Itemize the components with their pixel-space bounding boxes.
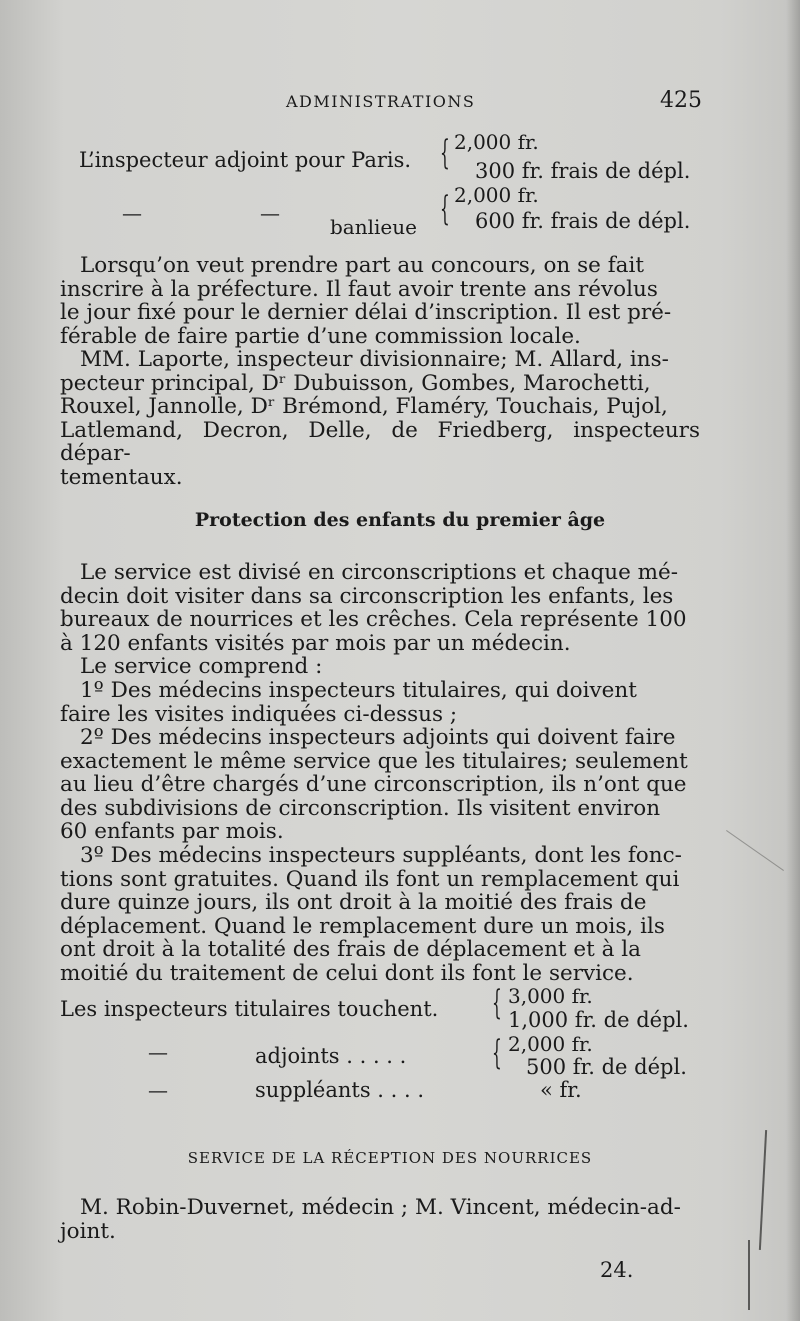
- text-line: dure quinze jours, ils ont droit à la moitié des frais de: [60, 890, 647, 916]
- text-line: Latlemand, Decron, Delle, de Friedberg, inspecteurs dépar-: [60, 417, 700, 467]
- text-line: pecteur principal, Dʳ Dubuisson, Gombes, Marochetti,: [60, 370, 651, 396]
- text-line: tementaux.: [60, 464, 183, 490]
- paragraph-titulaires: [60, 679, 700, 726]
- salary-amount: 2,000 fr.: [454, 130, 539, 154]
- salary-label: banlieue: [330, 215, 417, 239]
- text-line: faire les visites indiquées ci-dessus ;: [60, 701, 458, 727]
- salary-label: suppléants . . . .: [255, 1078, 424, 1102]
- paragraph-adjoints: [60, 726, 700, 844]
- text-line: Lorsqu’on veut prendre part au concours, on se fait: [80, 253, 644, 278]
- brace-symbol: {: [440, 189, 450, 229]
- text-line: decin doit visiter dans sa circonscription les enfants, les: [60, 583, 674, 609]
- text-line: Le service comprend :: [80, 654, 323, 679]
- paragraph-inspectors: [60, 348, 700, 490]
- salary-amount: 1,000 fr. de dépl.: [508, 1008, 689, 1032]
- text-line: Le service est divisé en circonscriptions et chaque mé-: [80, 560, 679, 585]
- text-line: Rouxel, Jannolle, Dʳ Brémond, Flaméry, Touchais, Pujol,: [60, 394, 668, 420]
- salary-label: Les inspecteurs titulaires touchent.: [60, 997, 439, 1021]
- brace-symbol: {: [492, 1033, 502, 1073]
- brace-symbol: {: [440, 133, 450, 173]
- signature-mark: 24.: [600, 1258, 634, 1282]
- text-line: bureaux de nourrices et les crêches. Cela représente 100: [60, 607, 687, 633]
- paragraph-registration: [60, 254, 700, 348]
- text-line: 1º Des médecins inspecteurs titulaires, qui doivent: [80, 678, 637, 703]
- salary-amount: 300 fr. frais de dépl.: [475, 159, 691, 183]
- text-line: M. Robin-Duvernet, médecin ; M. Vincent, médecin-ad-: [80, 1195, 681, 1220]
- scan-scratch: [726, 830, 784, 871]
- ditto-dash: —: [148, 1040, 168, 1064]
- text-line: 2º Des médecins inspecteurs adjoints qui doivent faire: [80, 725, 676, 750]
- text-line: MM. Laporte, inspecteur divisionnaire; M. Allard, ins-: [80, 347, 669, 372]
- text-line: férable de faire partie d’une commission locale.: [60, 323, 581, 349]
- salary-amount: 3,000 fr.: [508, 984, 593, 1008]
- salary-amount: 500 fr. de dépl.: [526, 1055, 687, 1079]
- text-line: 60 enfants par mois.: [60, 819, 284, 845]
- paragraph-comprises: [60, 655, 700, 679]
- text-line: joint.: [60, 1218, 116, 1244]
- text-line: exactement le même service que les titulaires; seulement: [60, 748, 688, 774]
- text-line: moitié du traitement de celui dont ils font le service.: [60, 960, 634, 986]
- ditto-dash: —: [260, 201, 280, 225]
- page-edge-shadow: [786, 0, 800, 1321]
- text-line: déplacement. Quand le remplacement dure un mois, ils: [60, 913, 665, 939]
- section-title: Protection des enfants du premier âge: [194, 509, 606, 531]
- text-line: le jour fixé pour le dernier délai d’inscription. Il est pré-: [60, 300, 672, 326]
- subsection-title: SERVICE DE LA RÉCEPTION DES NOURRICES: [187, 1149, 593, 1167]
- text-line: 3º Des médecins inspecteurs suppléants, dont les fonc-: [80, 843, 682, 868]
- ditto-dash: —: [148, 1078, 168, 1102]
- text-line: inscrire à la préfecture. Il faut avoir trente ans révolus: [60, 276, 658, 302]
- scan-scratch: [748, 1240, 750, 1310]
- paragraph-reception: [60, 1196, 700, 1243]
- text-line: des subdivisions de circonscription. Ils visitent environ: [60, 795, 661, 821]
- paragraph-suppleants: [60, 844, 700, 986]
- text-line: ont droit à la totalité des frais de déplacement et à la: [60, 937, 641, 963]
- salary-amount: 600 fr. frais de dépl.: [475, 209, 691, 233]
- brace-symbol: {: [492, 983, 502, 1023]
- text-line: tions sont gratuites. Quand ils font un remplacement qui: [60, 866, 680, 892]
- ditto-dash: —: [122, 201, 142, 225]
- running-header: ADMINISTRATIONS: [286, 92, 476, 111]
- salary-amount: 2,000 fr.: [454, 183, 539, 207]
- text-line: au lieu d’être chargés d’une circonscription, ils n’ont que: [60, 772, 687, 798]
- text-line: à 120 enfants visités par mois par un médecin.: [60, 630, 571, 656]
- salary-amount: 2,000 fr.: [508, 1032, 593, 1056]
- page-number: 425: [660, 88, 702, 113]
- salary-label: adjoints . . . . .: [255, 1044, 407, 1068]
- paragraph-service: [60, 561, 700, 655]
- salary-amount: « fr.: [540, 1078, 582, 1102]
- salary-label: L’inspecteur adjoint pour Paris.: [79, 148, 412, 172]
